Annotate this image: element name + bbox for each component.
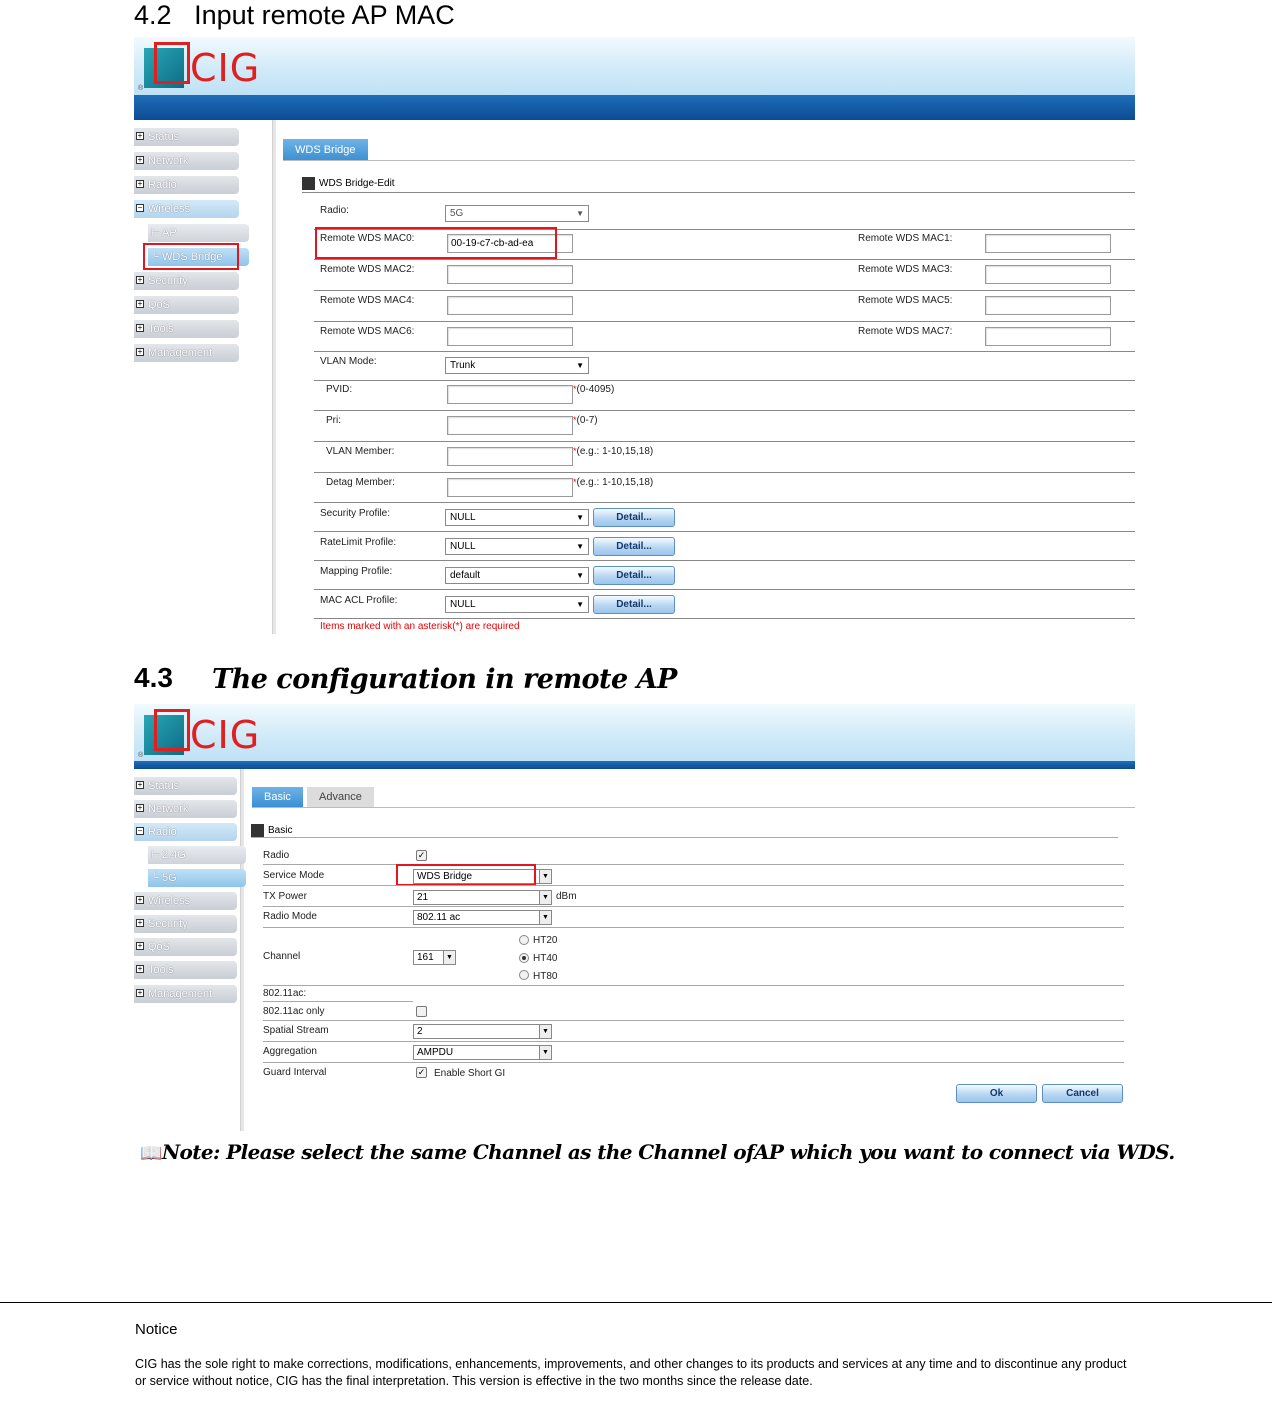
tx-power-select[interactable]: 21 ▼ — [413, 890, 552, 905]
mac-acl-profile-detail-button[interactable]: Detail... — [593, 595, 675, 614]
nav-qos[interactable]: + QoS — [134, 938, 237, 956]
nav-management[interactable]: + Management — [134, 344, 239, 362]
service-mode-select[interactable]: WDS Bridge ▼ — [413, 869, 552, 884]
mac1-label: Remote WDS MAC1: — [858, 233, 953, 244]
mapping-profile-detail-button[interactable]: Detail... — [593, 566, 675, 585]
nav-radio[interactable]: + Radio — [134, 176, 239, 194]
guard-interval-label: Guard Interval — [263, 1067, 327, 1078]
mac4-label: Remote WDS MAC4: — [320, 295, 415, 306]
row-divider — [314, 351, 1135, 352]
ht20-label: HT20 — [533, 935, 558, 946]
mapping-profile-select[interactable]: default ▼ — [445, 567, 589, 584]
section-heading-4-2: 4.2 Input remote AP MAC — [134, 0, 455, 30]
nav-status[interactable]: + Status — [134, 777, 237, 795]
row-divider — [263, 985, 1124, 986]
footer-title: Notice — [135, 1321, 178, 1338]
nav-radio[interactable]: − Radio — [134, 823, 237, 841]
pvid-label: PVID: — [326, 384, 353, 395]
row-divider — [314, 589, 1135, 590]
detag-member-hint: *(e.g.: 1-10,15,18) — [573, 477, 654, 488]
nav-wireless[interactable]: − Wireless — [134, 200, 239, 218]
nav-security[interactable]: + Security — [134, 272, 239, 290]
mac1-input[interactable] — [985, 234, 1111, 253]
aggregation-select[interactable]: AMPDU ▼ — [413, 1045, 552, 1060]
section-heading-4-3-number: 4.3 — [134, 662, 173, 693]
ht80-label: HT80 — [533, 971, 558, 982]
nav-ap[interactable]: ⊢ AP — [148, 224, 249, 242]
mac3-input[interactable] — [985, 265, 1111, 284]
header-banner — [134, 704, 1135, 761]
radio-select[interactable]: 5G ▼ — [445, 205, 589, 222]
short-gi-label: Enable Short GI — [434, 1068, 506, 1079]
tab-underline — [283, 160, 1135, 161]
mac-acl-profile-select[interactable]: NULL ▼ — [445, 596, 589, 613]
row-divider — [314, 259, 1135, 260]
row-divider — [314, 380, 1135, 381]
channel-label: Channel — [263, 951, 301, 962]
nav-5g[interactable]: └ 5G — [148, 869, 246, 887]
nav-status[interactable]: + Status — [134, 128, 239, 146]
screenshot-wds-bridge — [134, 37, 1135, 634]
highlight-mac0 — [315, 227, 557, 259]
nav-qos[interactable]: + QoS — [134, 296, 239, 314]
tab-underline — [252, 807, 1135, 808]
screenshot-radio-basic — [134, 704, 1135, 1131]
tab-wds-bridge[interactable]: WDS Bridge — [283, 139, 368, 161]
nav-management[interactable]: + Management — [134, 985, 237, 1003]
row-divider — [263, 885, 1124, 886]
radio-mode-select[interactable]: 802.11 ac ▼ — [413, 910, 552, 925]
section-heading-4-3: The configuration in remote AP — [212, 664, 677, 695]
ac-section-label: 802.11ac: — [263, 988, 307, 999]
nav-2-4g[interactable]: ⊢ 2.4G — [148, 846, 246, 864]
cig-logo: CIG ® — [138, 46, 261, 92]
mac5-label: Remote WDS MAC5: — [858, 295, 953, 306]
row-divider — [263, 927, 1124, 928]
radio-label: Radio — [263, 850, 290, 861]
service-mode-label: Service Mode — [263, 870, 325, 881]
tab-basic[interactable]: Basic — [252, 787, 303, 807]
nav-network[interactable]: + Network — [134, 800, 237, 818]
row-divider — [314, 410, 1135, 411]
mac6-input[interactable] — [447, 327, 573, 346]
ratelimit-profile-detail-button[interactable]: Detail... — [593, 537, 675, 556]
nav-wds-bridge[interactable]: └ WDS Bridge — [148, 248, 249, 266]
section-title: Basic — [251, 824, 292, 837]
row-divider — [314, 321, 1135, 322]
mac7-label: Remote WDS MAC7: — [858, 326, 953, 337]
vlan-mode-select[interactable]: Trunk ▼ — [445, 357, 589, 374]
row-divider — [263, 1001, 413, 1002]
ac-only-label: 802.11ac only — [263, 1006, 325, 1017]
vlan-member-input[interactable] — [447, 447, 573, 466]
ht80-radio[interactable] — [519, 970, 529, 980]
section-title: WDS Bridge-Edit — [302, 177, 395, 190]
aggregation-label: Aggregation — [263, 1046, 317, 1057]
nav-security[interactable]: + Security — [134, 915, 237, 933]
detag-member-input[interactable] — [447, 478, 573, 497]
pri-label: Pri: — [326, 415, 341, 426]
detag-member-label: Detag Member: — [326, 477, 395, 488]
row-divider — [314, 502, 1135, 503]
left-nav — [134, 769, 246, 1131]
cig-logo: CIG ® — [138, 713, 261, 759]
tab-advance[interactable]: Advance — [307, 787, 374, 807]
row-divider — [263, 1020, 1124, 1021]
radio-label: Radio: — [320, 205, 349, 216]
mac5-input[interactable] — [985, 296, 1111, 315]
cig-logo-mark-icon — [144, 715, 184, 755]
highlight-wds-bridge-nav — [143, 243, 239, 270]
vlan-member-label: VLAN Member: — [326, 446, 395, 457]
footer-text: CIG has the sole right to make corrections, modifications, enhancements, improvements, and other changes to its products and services at any time and to discontinue any product or service without notice, CIG has the final interpretation. This version is effective in the two months since the release date. — [135, 1357, 1127, 1388]
row-divider — [263, 864, 1124, 865]
mac4-input[interactable] — [447, 296, 573, 315]
security-profile-label: Security Profile: — [320, 508, 391, 519]
ratelimit-profile-label: RateLimit Profile: — [320, 537, 397, 548]
channel-note: 📖Note: Please select the same Channel as the Channel ofAP which you want to connect via WDS. — [140, 1140, 1175, 1164]
nav-wireless[interactable]: + Wireless — [134, 892, 237, 910]
spatial-stream-select[interactable]: 2 ▼ — [413, 1024, 552, 1039]
section-rule — [251, 837, 1118, 838]
header-banner — [134, 37, 1135, 95]
row-divider — [314, 472, 1135, 473]
cancel-button[interactable]: Cancel — [1042, 1084, 1123, 1103]
pri-hint: *(0-7) — [573, 415, 598, 426]
section-rule — [302, 192, 1135, 193]
header-bar — [134, 95, 1135, 120]
nav-tools[interactable]: + Tools — [134, 961, 237, 979]
row-divider — [314, 560, 1135, 561]
ht20-radio[interactable] — [519, 935, 529, 945]
security-profile-select[interactable]: NULL ▼ — [445, 509, 589, 526]
left-nav — [134, 120, 276, 634]
mac3-label: Remote WDS MAC3: — [858, 264, 953, 275]
cig-logo-mark-icon — [144, 48, 184, 88]
nav-tools[interactable]: + Tools — [134, 320, 239, 338]
mac0-label: Remote WDS MAC0: — [320, 233, 415, 244]
row-divider — [314, 531, 1135, 532]
row-divider — [263, 1062, 1124, 1063]
row-divider — [314, 618, 1135, 619]
mac6-label: Remote WDS MAC6: — [320, 326, 415, 337]
radio-mode-label: Radio Mode — [263, 911, 317, 922]
mac0-input[interactable]: 00-19-c7-cb-ad-ea — [447, 234, 573, 253]
mapping-profile-label: Mapping Profile: — [320, 566, 393, 577]
ht40-radio[interactable] — [519, 953, 529, 963]
mac-acl-profile-label: MAC ACL Profile: — [320, 595, 398, 606]
ratelimit-profile-select[interactable]: NULL ▼ — [445, 538, 589, 555]
tx-power-label: TX Power — [263, 891, 307, 902]
pvid-hint: *(0-4095) — [573, 384, 615, 395]
mac2-label: Remote WDS MAC2: — [320, 264, 415, 275]
vlan-member-hint: *(e.g.: 1-10,15,18) — [573, 446, 654, 457]
short-gi-checkbox[interactable]: ✓ — [417, 1067, 426, 1077]
ac-only-checkbox[interactable] — [416, 1006, 427, 1017]
highlight-service-mode — [396, 864, 536, 886]
spatial-stream-label: Spatial Stream — [263, 1025, 329, 1036]
tx-power-unit: dBm — [556, 891, 577, 902]
vlan-mode-label: VLAN Mode: — [320, 356, 377, 367]
ht40-label: HT40 — [533, 953, 558, 964]
required-note: Items marked with an asterisk(*) are required — [320, 621, 520, 632]
row-divider — [314, 290, 1135, 291]
pri-input[interactable] — [447, 416, 573, 435]
mac2-input[interactable] — [447, 265, 573, 284]
header-bar — [134, 761, 1135, 769]
channel-select[interactable]: 161 ▼ — [413, 950, 456, 965]
mac7-input[interactable] — [985, 327, 1111, 346]
radio-checkbox[interactable]: ✓ — [417, 850, 426, 860]
ok-button[interactable]: Ok — [956, 1084, 1037, 1103]
book-icon: 📖 — [140, 1143, 162, 1164]
row-divider — [314, 441, 1135, 442]
security-profile-detail-button[interactable]: Detail... — [593, 508, 675, 527]
pvid-input[interactable] — [447, 385, 573, 404]
footer-rule — [0, 1302, 1272, 1303]
row-divider — [263, 1041, 1124, 1042]
row-divider — [263, 906, 1124, 907]
nav-network[interactable]: + Network — [134, 152, 239, 170]
